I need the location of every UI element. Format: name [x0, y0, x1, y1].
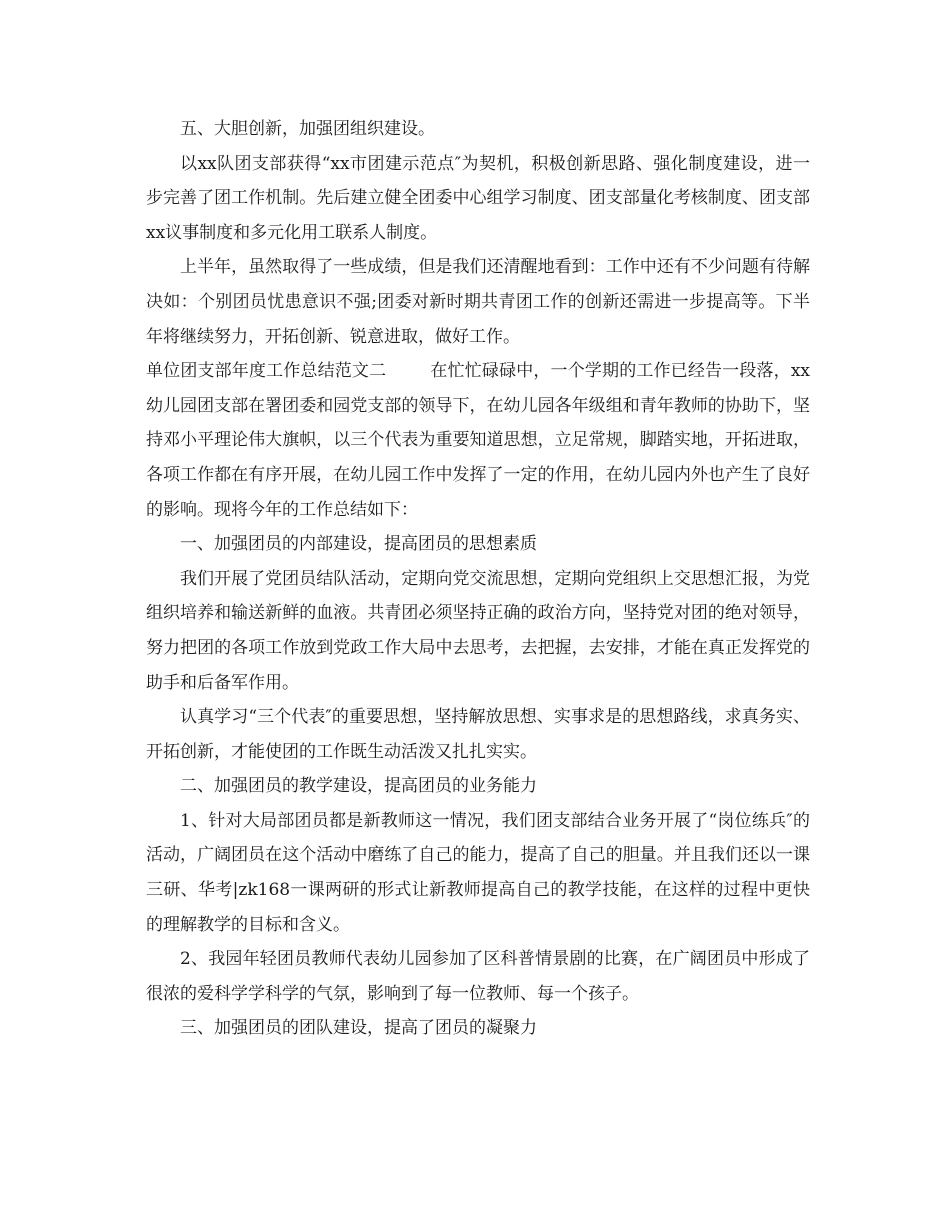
- document-body: [146, 112, 810, 1046]
- paragraph-party-pairing: 我们开展了党团员结队活动，定期向党交流思想，定期向党组织上交思想汇报，为党组织培养和输送新鲜的血液。共青团必须坚持正确的政治方向，坚持党对团的绝对领导，努力把团的各项工作放到党政工作大局中去思考，去把握，去安排，才能在真正发挥党的助手和后备军作用。: [146, 568, 810, 693]
- heading-internal-building: 一、加强团员的内部建设，提高团员的思想素质: [180, 534, 537, 555]
- paragraph-system-building: 以xx队团支部获得“xx市团建示范点″为契机，积极创新思路、强化制度建设，进一步完善了团工作机制。先后建立健全团委中心组学习制度、团支部量化考核制度、团支部xx议事制度和多元化用工联系人制度。: [146, 153, 810, 243]
- heading-innovation: 五、大胆创新，加强团组织建设。: [180, 119, 435, 139]
- heading-teaching-building: 二、加强团员的教学建设，提高团员的业务能力: [180, 776, 537, 797]
- section-intro: 在忙忙碌碌中，一个学期的工作已经告一段落，xx幼儿园团支部在署团委和园党支部的领导下，在幼儿园各年级组和青年教师的协助下，坚持邓小平理论伟大旗帜，以三个代表为重要知道思想，立足常规，脚踏实地，开拓进取，各项工作都在有序开展，在幼儿园工作中发挥了一定的作用，在幼儿园内外也产生了良好的影响。现将今年的工作总结如下：: [146, 361, 810, 520]
- paragraph-post-training: 1、针对大局部团员都是新教师这一情况，我们团支部结合业务开展了“岗位练兵″的活动，广阔团员在这个活动中磨练了自己的能力，提高了自己的胆量。并且我们还以一课三研、华考|zk168一课两研的形式让新教师提高自己的教学技能，在这样的过程中更快的理解教学的目标和含义。: [146, 810, 810, 935]
- heading-team-building: 三、加强团员的团队建设，提高了团员的凝聚力: [180, 1018, 537, 1039]
- paragraph-science-drama: 2、我园年轻团员教师代表幼儿园参加了区科普情景剧的比赛，在广阔团员中形成了很浓的爱科学学科学的气氛，影响到了每一位教师、每一个孩子。: [146, 949, 810, 1004]
- paragraph-section-two: [146, 354, 810, 527]
- section-title: 单位团支部年度工作总结范文二: [146, 361, 387, 382]
- paragraph-first-half-summary: 上半年，虽然取得了一些成绩，但是我们还清醒地看到：工作中还有不少问题有待解决如：个别团员忧患意识不强;团委对新时期共青团工作的创新还需进一步提高等。下半年将继续努力，开拓创新、锐意进取，做好工作。: [146, 257, 810, 347]
- paragraph-three-represents: 认真学习“三个代表″的重要思想，坚持解放思想、实事求是的思想路线，求真务实、开拓创新，才能使团的工作既生动活泼又扎扎实实。: [146, 707, 810, 762]
